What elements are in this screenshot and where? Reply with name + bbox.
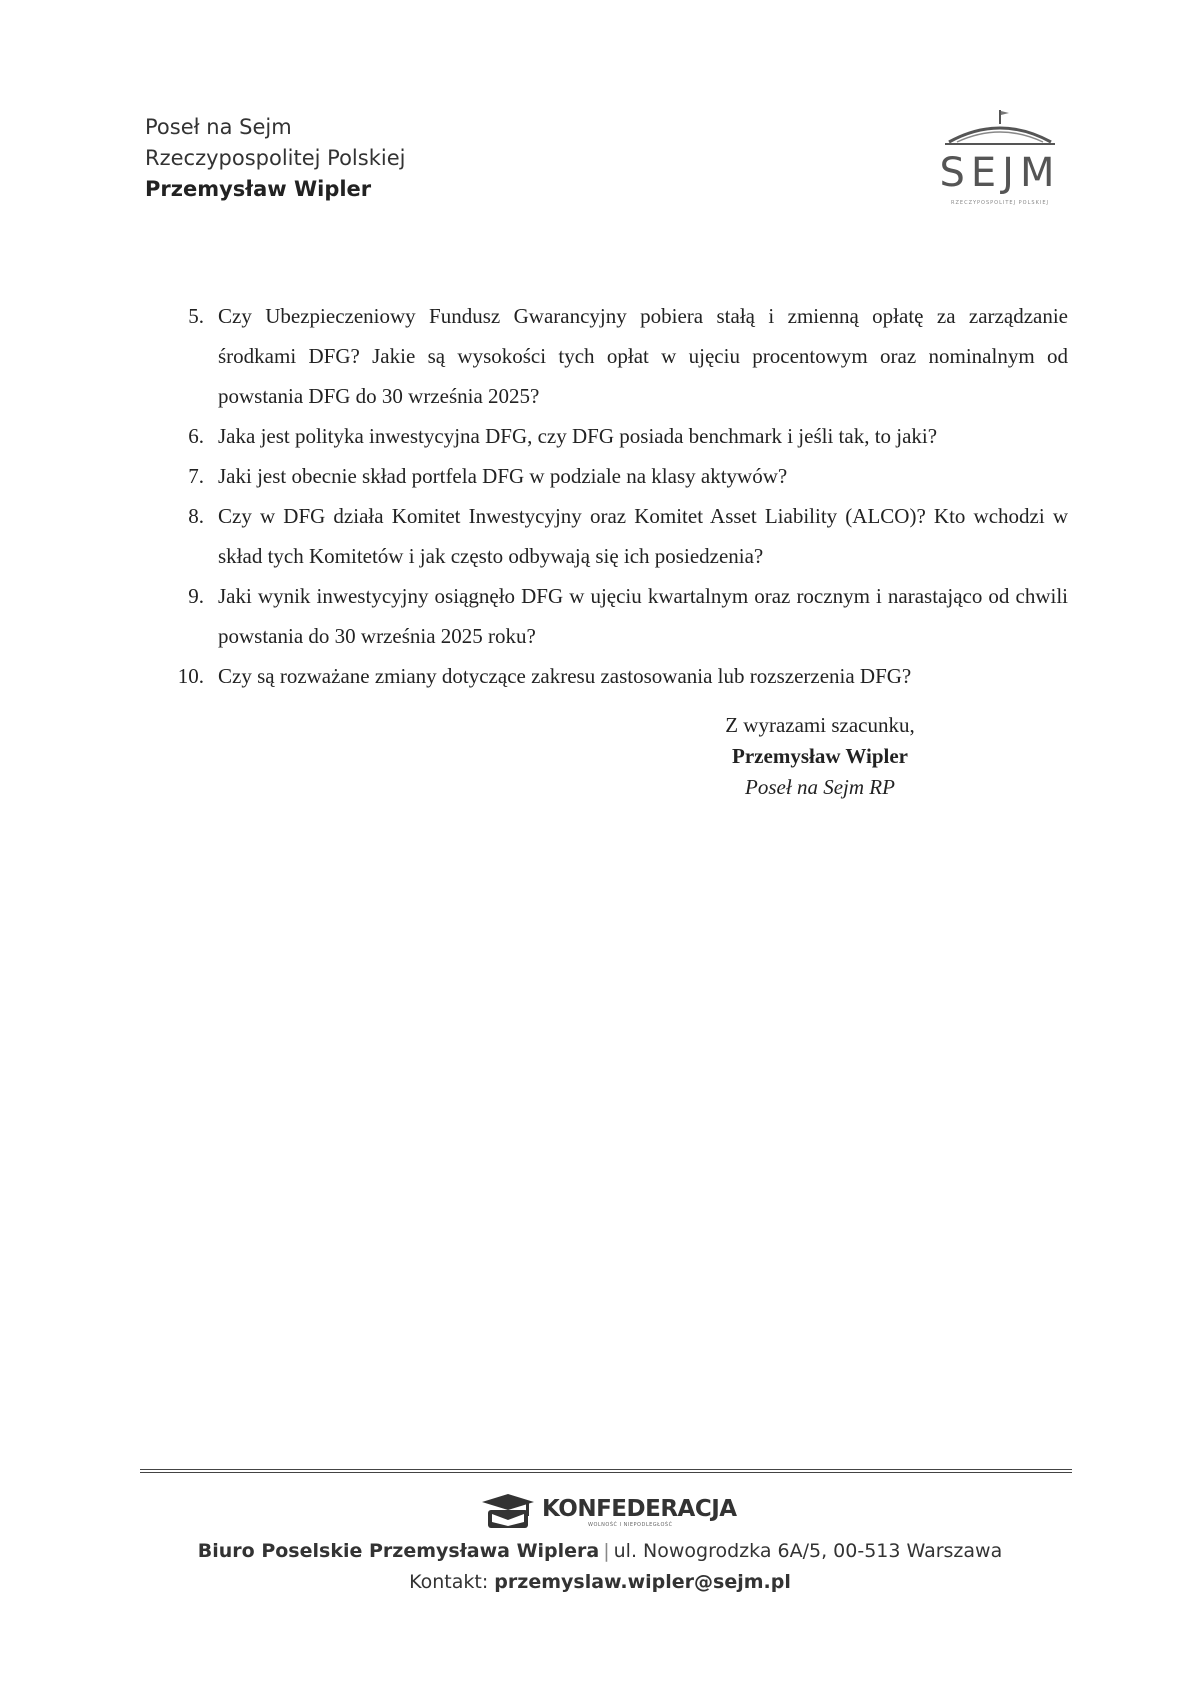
question-item <box>178 296 1068 416</box>
sejm-caption: RZECZYPOSPOLITEJ POLSKIEJ <box>951 200 1049 206</box>
question-number: 8. <box>188 504 204 528</box>
closing-greeting: Z wyrazami szacunku, <box>725 713 915 737</box>
sejm-logo <box>935 108 1065 212</box>
sender-title-line2: Rzeczypospolitej Polskiej <box>145 146 406 170</box>
footer-office: Biuro Poselskie Przemysława Wiplera <box>197 1540 600 1562</box>
question-number: 6. <box>188 424 204 448</box>
question-text: Jaki wynik inwestycyjny osiągnęło DFG w ujęciu kwartalnym oraz rocznym i narastająco od chwili powstania do 30 września 2025 roku? <box>218 584 1068 648</box>
konfederacja-tagline: WOLNOŚĆ I NIEPODLEGŁOŚĆ <box>588 1522 673 1528</box>
question-text: Czy Ubezpieczeniowy Fundusz Gwarancyjny pobiera stałą i zmienną opłatę za zarządzanie środkami DFG? Jakie są wysokości tych opłat w ujęciu procentowym oraz nominalnym od powstania DFG do 30 września 2025? <box>218 304 1068 408</box>
sejm-wordmark: SEJM <box>939 150 1061 196</box>
sender-header <box>145 112 405 205</box>
footer-address-line <box>0 1540 1200 1562</box>
question-item <box>178 456 1068 496</box>
footer-contact-email[interactable]: przemyslaw.wipler@sejm.pl <box>494 1571 791 1593</box>
question-text: Jaka jest polityka inwestycyjna DFG, czy DFG posiada benchmark i jeśli tak, to jaki? <box>218 424 938 448</box>
question-item <box>178 496 1068 576</box>
footer-divider <box>140 1469 1072 1473</box>
question-number: 10. <box>177 664 204 688</box>
footer-contact-label: Kontakt: <box>409 1571 489 1593</box>
question-item <box>178 416 1068 456</box>
question-number: 7. <box>188 464 204 488</box>
question-item <box>178 576 1068 656</box>
question-number: 5. <box>188 304 204 328</box>
question-number: 9. <box>188 584 204 608</box>
closing-signature: Przemysław Wipler <box>732 744 908 768</box>
footer-separator: | <box>603 1540 610 1562</box>
question-text: Jaki jest obecnie skład portfela DFG w podziale na klasy aktywów? <box>218 464 788 488</box>
sender-title-line1: Poseł na Sejm <box>145 115 292 139</box>
footer-contact-line <box>0 1571 1200 1593</box>
konfederacja-emblem-icon <box>478 1492 538 1536</box>
closing-block <box>680 710 960 803</box>
question-text: Czy są rozważane zmiany dotyczące zakresu zastosowania lub rozszerzenia DFG? <box>218 664 912 688</box>
question-text: Czy w DFG działa Komitet Inwestycyjny oraz Komitet Asset Liability (ALCO)? Kto wchodzi w skład tych Komitetów i jak często odbywają się ich posiedzenia? <box>218 504 1068 568</box>
question-item <box>178 656 1068 696</box>
sender-name: Przemysław Wipler <box>145 177 372 201</box>
footer-address: ul. Nowogrodzka 6A/5, 00-513 Warszawa <box>613 1540 1003 1562</box>
question-list <box>178 296 1068 696</box>
konfederacja-brand: KONFEDERACJA <box>542 1496 737 1522</box>
closing-role: Poseł na Sejm RP <box>745 775 895 799</box>
konfederacja-logo <box>478 1490 738 1538</box>
